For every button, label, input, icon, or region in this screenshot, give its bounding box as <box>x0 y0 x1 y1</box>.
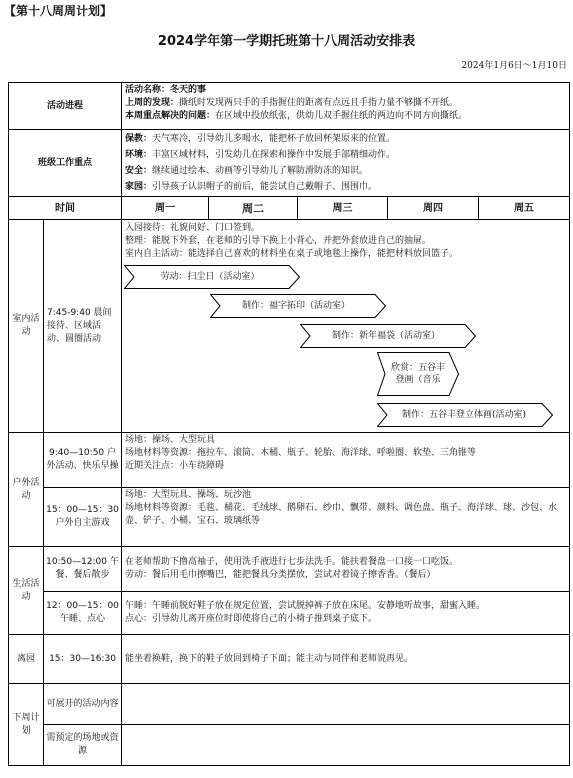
leave-content: 能坐着换鞋，换下的鞋子放回到椅子下面；能主动与同伴和老师说再见。 <box>122 635 570 684</box>
header-day: 周一 <box>122 197 209 220</box>
life-line: 劳动：餐后用毛巾擦嘴巴，能把餐具分类摆放，尝试对着镜子擦香香。（餐后） <box>125 570 436 580</box>
indoor-row <box>9 220 570 433</box>
arrow-activity-wed: 制作：新年福袋（活动室） <box>300 324 476 348</box>
next-week-activities-label: 可展开的活动内容 <box>44 684 122 725</box>
arrow-activity-fri: 制作：五谷丰登立体画(活动室) <box>377 403 553 427</box>
class-focus-content <box>122 130 570 197</box>
outdoor-row-1 <box>9 433 570 488</box>
life-content-1 <box>122 547 570 592</box>
life-line: 午睡：午睡前脱好鞋子放在规定位置，尝试脱掉裤子放在床尾。安静地听故事，甜蜜入睡。 <box>125 601 486 611</box>
indoor-time: 7:45-9:40 晨间接待、区域活动、圆圈活动 <box>44 220 122 433</box>
indoor-content <box>122 220 570 433</box>
outdoor-content-2 <box>122 488 570 547</box>
next-week-category: 下周计划 <box>9 684 44 766</box>
arrow-activity-mon: 劳动：扫尘日（活动室） <box>124 265 300 289</box>
outdoor-line: 场地材料等资源：毛毯、桶花、毛绒球、鹅卵石、纱巾、飘带、颜料、调色盘、瓶子、海洋球、球、沙包、水壶、铲子、小桶、宝石、玻璃纸等 <box>125 503 558 526</box>
header-row <box>9 197 570 220</box>
progress-label: 活动进程 <box>9 83 122 130</box>
class-focus-label: 班级工作重点 <box>9 130 122 197</box>
focus-problem-text: 在区域中投放纸张，供幼儿双手握住纸的两边向不同方向撕纸。 <box>215 111 468 121</box>
schedule-table <box>8 82 570 766</box>
leave-row <box>9 635 570 684</box>
focus-item-key: 保教： <box>125 134 153 144</box>
life-category: 生活活动 <box>9 547 44 635</box>
focus-item-value: 继续通过绘本、动画等引导幼儿了解防滑防冻的知识。 <box>152 166 369 176</box>
life-time-2: 12：00—15：00 午睡、点心 <box>44 592 122 635</box>
next-week-row-1 <box>9 684 570 725</box>
activity-name-label: 活动名称： <box>125 85 171 95</box>
outdoor-line: 场地：操场、大型玩具 <box>125 435 216 445</box>
header-day: 周四 <box>388 197 479 220</box>
next-week-resources-label: 需预定的场地或资源 <box>44 725 122 766</box>
outdoor-line: 场地：大型玩具、操场、玩沙池 <box>125 490 252 500</box>
leave-time: 15：30—16:30 <box>44 635 122 684</box>
header-day: 周五 <box>479 197 570 220</box>
last-week-finding-label: 上周的发现： <box>125 98 180 108</box>
outdoor-time-1: 9:40—10:50 户外活动、快乐早操 <box>44 433 122 488</box>
focus-item-key: 家园： <box>125 182 153 192</box>
life-time-1: 10:50—12:00 午餐、餐后散步 <box>44 547 122 592</box>
life-row-1 <box>9 547 570 592</box>
focus-problem-label: 本周重点解决的问题： <box>125 111 216 121</box>
header-day: 周二 <box>209 197 298 220</box>
week-title: 【第十八周周计划】 <box>4 4 113 18</box>
page-title: 2024学年第一学期托班第十八周活动安排表 <box>157 34 416 49</box>
class-focus-row <box>9 130 570 197</box>
focus-item-key: 环境： <box>125 150 153 160</box>
leave-category: 离园 <box>9 635 44 684</box>
life-row-2 <box>9 592 570 635</box>
indoor-line: 整理：能脱下外套，在老师的引导下换上小背心，并把外套放进自己的抽屉。 <box>125 236 432 246</box>
date-range: 2024年1月6日～1月10日 <box>461 61 567 71</box>
next-week-row-2 <box>9 725 570 766</box>
outdoor-content-1 <box>122 433 570 488</box>
progress-content <box>122 83 570 130</box>
life-line: 在老师帮助下撸高袖子，使用洗手液进行七步法洗手。能扶着餐盘一口接一口吃饭。 <box>125 557 459 567</box>
indoor-category: 室内活动 <box>9 220 44 433</box>
focus-item-key: 安全： <box>125 166 153 176</box>
arrow-activity-tue: 制作：福字拓印（活动室） <box>210 294 386 318</box>
next-week-resources-content <box>122 725 570 766</box>
indoor-line: 入园接待：礼貌问好、门口签到。 <box>125 223 261 233</box>
indoor-line: 室内自主活动：能选择自己喜欢的材料坐在桌子或地毯上操作，能把材料放回篮子。 <box>125 249 459 259</box>
focus-item-value: 天气寒冷，引导幼儿多喝水，能把杯子放回杯架原来的位置。 <box>152 134 396 144</box>
activity-name-value: 冬天的事 <box>170 85 207 95</box>
focus-item-value: 丰富区域材料，引发幼儿在探索和操作中发展手部精细动作。 <box>152 150 396 160</box>
next-week-activities-content <box>122 684 570 725</box>
life-content-2 <box>122 592 570 635</box>
focus-item-value: 引导孩子认识帽子的前后，能尝试自己戴帽子、围围巾。 <box>152 182 378 192</box>
header-time: 时间 <box>9 197 122 220</box>
outdoor-row-2 <box>9 488 570 547</box>
outdoor-line: 近期关注点：小车绕障碍 <box>125 461 225 471</box>
outdoor-time-2: 15：00—15：30 户外自主游戏 <box>44 488 122 547</box>
life-line: 点心：引导幼儿离开座位时即使将自己的小椅子推到桌子底下。 <box>125 614 378 624</box>
progress-row <box>9 83 570 130</box>
last-week-finding-text: 撕纸时发现两只手的手指握住的距离有点远且手指力量不够撕不开纸。 <box>179 98 459 108</box>
arrow-activity-thu: 欣赏：五谷丰登画（音乐 <box>377 352 459 396</box>
outdoor-category: 户外活动 <box>9 433 44 547</box>
header-day: 周三 <box>298 197 388 220</box>
outdoor-line: 场地材料等资源：拖拉车、滚筒、木桶、瓶子、轮胎、海洋球、呼啦圈、软垫、三角锥等 <box>125 448 477 458</box>
